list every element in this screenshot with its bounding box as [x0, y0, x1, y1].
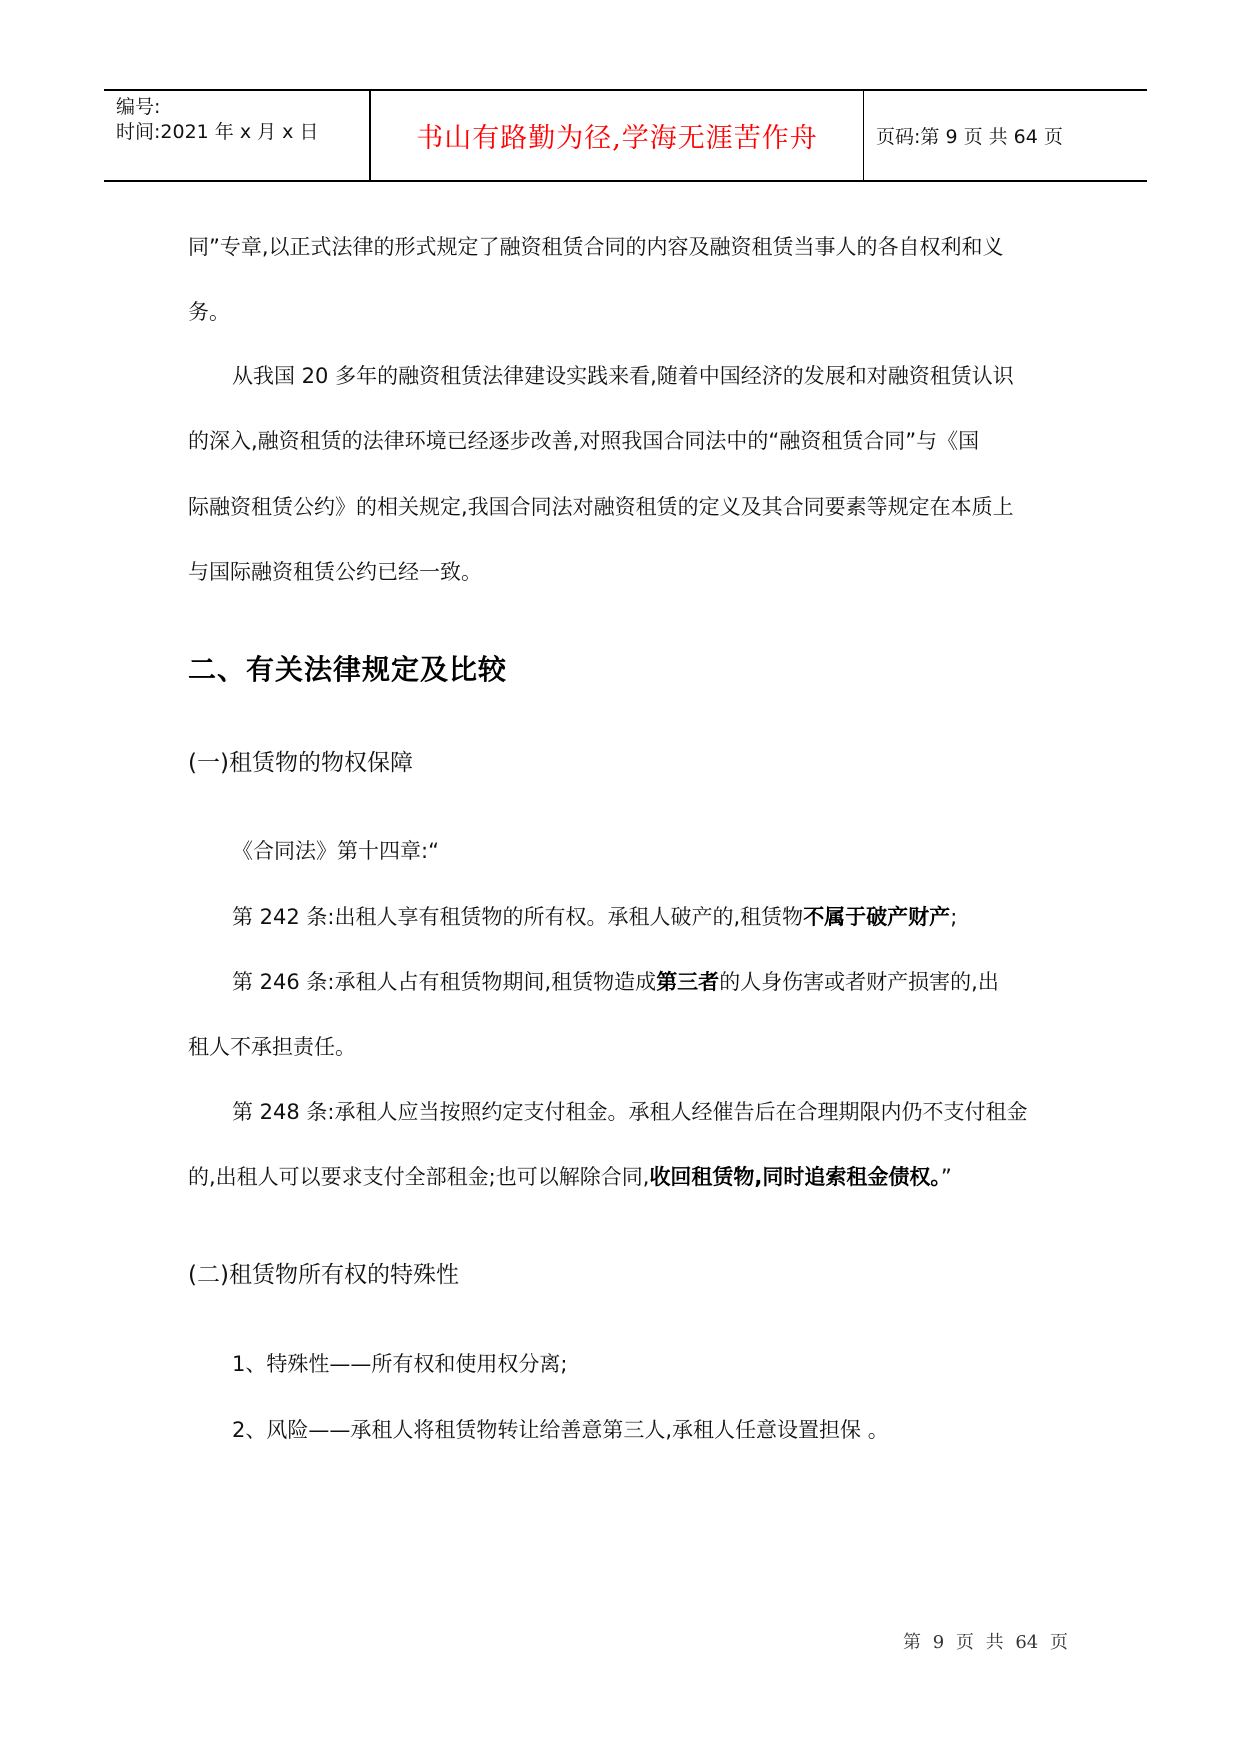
body-paragraph-line: 从我国 20 多年的融资租赁法律建设实践来看,随着中国经济的发展和对融资租赁认识: [232, 364, 1014, 388]
article-emphasis: 收回租赁物,同时追索租金债权。: [649, 1165, 941, 1189]
body-paragraph-line: 与国际融资租赁公约已经一致。: [188, 560, 482, 584]
page-header: [104, 89, 1147, 182]
page-footer: 第 9 页 共 64 页: [903, 1632, 1068, 1653]
article-text: 的,出租人可以要求支付全部租金;也可以解除合同,: [188, 1165, 650, 1189]
header-page-label: 页码:第 9 页 共 64 页: [876, 126, 1063, 148]
body-paragraph-line: 的深入,融资租赁的法律环境已经逐步改善,对照我国合同法中的“融资租赁合同”与《国: [188, 429, 980, 453]
header-date-label: 时间:2021 年 x 月 x 日: [116, 121, 319, 143]
body-paragraph-line: 务。: [188, 300, 230, 324]
article-emphasis: 不属于破产财产: [803, 905, 951, 929]
article-246: [232, 968, 999, 996]
header-divider: [369, 91, 371, 180]
article-text: 的人身伤害或者财产损害的,出: [719, 970, 999, 994]
header-divider: [863, 91, 864, 180]
article-248: 第 248 条:承租人应当按照约定支付租金。承租人经催告后在合理期限内仍不支付租金: [232, 1100, 1028, 1124]
article-242: [232, 903, 957, 931]
article-text: 第 242 条:出租人享有租赁物的所有权。承租人破产的,租赁物: [232, 905, 804, 929]
article-text: 第 246 条:承租人占有租赁物期间,租赁物造成: [232, 970, 657, 994]
subsection-heading: (一)租赁物的物权保障: [188, 750, 413, 776]
header-meta: [116, 91, 370, 180]
article-246-cont: 租人不承担责任。: [188, 1035, 356, 1059]
article-text: ;: [950, 905, 958, 929]
article-text: ”: [940, 1165, 952, 1189]
body-paragraph-line: 际融资租赁公约》的相关规定,我国合同法对融资租赁的定义及其合同要素等规定在本质上: [188, 495, 1014, 519]
article-emphasis: 第三者: [656, 970, 720, 994]
subsection-heading: (二)租赁物所有权的特殊性: [188, 1262, 459, 1288]
header-motto: 书山有路勤为径,学海无涯苦作舟: [416, 123, 818, 154]
list-item: 2、风险——承租人将租赁物转让给善意第三人,承租人任意设置担保 。: [232, 1418, 889, 1442]
body-paragraph-line: 同”专章,以正式法律的形式规定了融资租赁合同的内容及融资租赁当事人的各自权利和义: [188, 235, 1004, 259]
header-number-label: 编号:: [116, 96, 161, 118]
article-248-cont: [188, 1163, 952, 1191]
list-item: 1、特殊性——所有权和使用权分离;: [232, 1352, 568, 1376]
section-heading: 二、有关法律规定及比较: [188, 653, 508, 686]
law-intro: 《合同法》第十四章:“: [232, 839, 439, 863]
